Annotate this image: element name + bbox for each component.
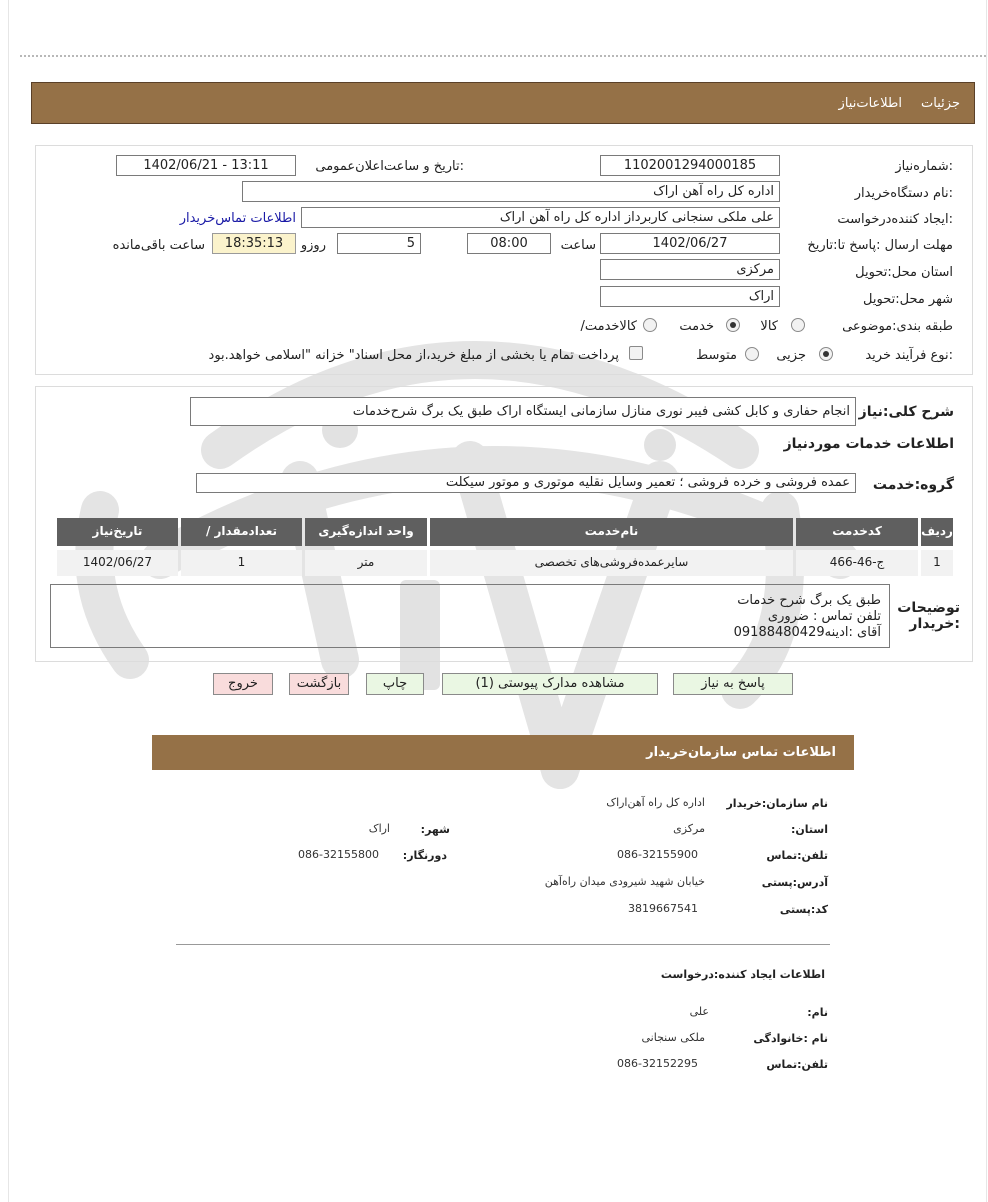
radio-medium[interactable] bbox=[745, 347, 759, 361]
contact-province-value: مرکزی bbox=[673, 822, 705, 835]
table-cell: 1 bbox=[181, 550, 302, 576]
table-header: ردیف bbox=[921, 518, 953, 546]
table-cell: سایرعمده‌فروشی‌های تخصصی bbox=[430, 550, 793, 576]
contact-divider bbox=[176, 944, 830, 945]
services-title: اطلاعات خدمات موردنیاز bbox=[783, 436, 954, 452]
creator-family-value: ملکی سنجانی bbox=[641, 1031, 705, 1044]
service-group-field: عمده فروشی و خرده فروشی ؛ تعمیر وسایل نقلیه موتوری و موتور سیکلت bbox=[196, 473, 856, 493]
contact-section-header bbox=[152, 735, 854, 770]
creator-info-title: اطلاعات ایجاد کننده:درخواست bbox=[660, 968, 825, 981]
contact-section-title: اطلاعات تماس سازمان‌خریدار bbox=[646, 745, 836, 760]
deadline-date-field: 1402/06/27 bbox=[600, 233, 780, 254]
contact-org-value: اداره کل راه آهن‌اراک bbox=[606, 796, 705, 809]
top-divider bbox=[20, 55, 986, 57]
radio-partial-label: جزیی bbox=[776, 348, 806, 363]
contact-address-value: خیابان شهید شیرودی میدان راه‌آهن bbox=[544, 875, 705, 888]
creator-name-label: :نام bbox=[807, 1006, 828, 1019]
table-cell: 1402/06/27 bbox=[57, 550, 178, 576]
table-cell: ج-46-466 bbox=[796, 550, 918, 576]
general-description-field: انجام حفاری و کابل کشی فیبر نوری منازل سازمانی ایستگاه اراک طبق یک برگ شرح‌خدمات bbox=[190, 397, 856, 426]
view-attachments-button[interactable]: مشاهده مدارک پیوستی (1) bbox=[442, 673, 658, 695]
table-header: تاریخ‌نیاز bbox=[57, 518, 178, 546]
buyer-org-label: نام دستگاه‌خریدار: bbox=[854, 186, 953, 201]
province-field: مرکزی bbox=[600, 259, 780, 280]
deadline-label: مهلت ارسال :پاسخ تا:تاریخ bbox=[807, 238, 953, 253]
contact-phone-label: تلفن:تماس bbox=[766, 849, 828, 862]
need-number-field: 1102001294000185 bbox=[600, 155, 780, 176]
province-label: استان محل:تحویل bbox=[855, 265, 953, 280]
contact-fax-value: 086-32155800 bbox=[298, 848, 379, 861]
creator-phone-label: تلفن:تماس bbox=[766, 1058, 828, 1071]
radio-goods-service[interactable] bbox=[643, 318, 657, 332]
radio-goods-service-label: /کالاخدمت bbox=[580, 319, 637, 334]
radio-medium-label: متوسط bbox=[696, 348, 737, 363]
details-header-bar bbox=[31, 82, 975, 124]
buyer-notes-label: توضیحات :خریدار bbox=[897, 600, 960, 632]
days-label: روزو bbox=[300, 238, 326, 253]
buyer-contact-link[interactable]: اطلاعات تماس‌خریدار bbox=[179, 211, 296, 226]
contact-city-label: :شهر bbox=[420, 823, 450, 836]
radio-service[interactable] bbox=[726, 318, 740, 332]
contact-address-label: آدرس:پستی bbox=[761, 876, 828, 889]
general-description-label: شرح کلی:نیاز bbox=[858, 404, 954, 420]
buyer-notes-line: تلفن تماس : ضروری bbox=[767, 609, 881, 624]
need-info-panel bbox=[35, 145, 973, 375]
radio-service-label: خدمت bbox=[679, 319, 714, 334]
right-border-line bbox=[986, 0, 987, 1202]
creator-label: ایجاد کننده‌درخواست: bbox=[837, 212, 953, 227]
buyer-org-field: اداره کل راه آهن اراک bbox=[242, 181, 780, 202]
radio-goods[interactable] bbox=[791, 318, 805, 332]
table-cell: 1 bbox=[921, 550, 953, 576]
process-label: نوع فرآیند: bbox=[895, 348, 953, 363]
contact-org-label: نام سازمان:خریدار bbox=[726, 797, 828, 810]
radio-goods-label: کالا bbox=[760, 319, 778, 334]
days-field: 5 bbox=[337, 233, 421, 254]
treasury-payment-note: پرداخت تمام یا بخشی از مبلغ خرید،از محل اسناد" خزانه "اسلامی خواهد.بود bbox=[208, 348, 619, 363]
services-table bbox=[55, 518, 953, 576]
creator-phone-value: 086-32152295 bbox=[617, 1057, 698, 1070]
creator-family-label: نام :خانوادگی bbox=[753, 1032, 828, 1045]
remaining-time-badge: 18:35:13 bbox=[212, 233, 296, 254]
table-header: کدخدمت bbox=[796, 518, 918, 546]
tab-need-info[interactable]: اطلاعات‌نیاز bbox=[838, 96, 902, 111]
table-header: / تعدادمقدار bbox=[181, 518, 302, 546]
category-label: طبقه بندی:موضوعی bbox=[842, 319, 953, 334]
creator-name-value: علی bbox=[689, 1005, 709, 1018]
announce-field: 1402/06/21 - 13:11 bbox=[116, 155, 296, 176]
contact-fax-label: :دورنگار bbox=[402, 849, 447, 862]
contact-postal-value: 3819667541 bbox=[628, 902, 698, 915]
contact-postal-label: کد:پستی bbox=[779, 903, 828, 916]
need-number-label: شماره‌نیاز: bbox=[895, 159, 953, 174]
contact-phone-value: 086-32155900 bbox=[617, 848, 698, 861]
print-button[interactable]: چاپ bbox=[366, 673, 424, 695]
buyer-notes-line: طبق یک برگ شرح خدمات bbox=[737, 593, 881, 608]
service-group-label: گروه:خدمت bbox=[872, 477, 954, 493]
buyer-notes-box bbox=[50, 584, 890, 648]
treasury-payment-checkbox[interactable] bbox=[629, 346, 643, 360]
radio-partial[interactable] bbox=[819, 347, 833, 361]
deadline-time-label: ساعت bbox=[560, 238, 596, 253]
deadline-time-field: 08:00 bbox=[467, 233, 551, 254]
city-field: اراک bbox=[600, 286, 780, 307]
contact-city-value: اراک bbox=[368, 822, 390, 835]
buyer-notes-line: آقای :ادینه09188480429 bbox=[733, 625, 881, 640]
contact-province-label: :استان bbox=[790, 823, 828, 836]
table-cell: متر bbox=[305, 550, 427, 576]
reply-button[interactable]: پاسخ به نیاز bbox=[673, 673, 793, 695]
table-header: نام‌خدمت bbox=[430, 518, 793, 546]
table-header: واحد اندازه‌گیری bbox=[305, 518, 427, 546]
city-label: شهر محل:تحویل bbox=[863, 292, 953, 307]
announce-label: تاریخ و ساعت‌اعلان‌عمومی: bbox=[315, 159, 464, 174]
left-border-line bbox=[8, 0, 9, 1202]
creator-field: علی ملکی سنجانی کاربرداز اداره کل راه آهن اراک bbox=[301, 207, 780, 228]
exit-button[interactable]: خروج bbox=[213, 673, 273, 695]
tab-details[interactable]: جزئیات bbox=[921, 96, 960, 111]
back-button[interactable]: بازگشت bbox=[289, 673, 349, 695]
remaining-label: ساعت باقی‌مانده bbox=[112, 238, 205, 253]
process-buy-label: خرید bbox=[865, 348, 891, 363]
